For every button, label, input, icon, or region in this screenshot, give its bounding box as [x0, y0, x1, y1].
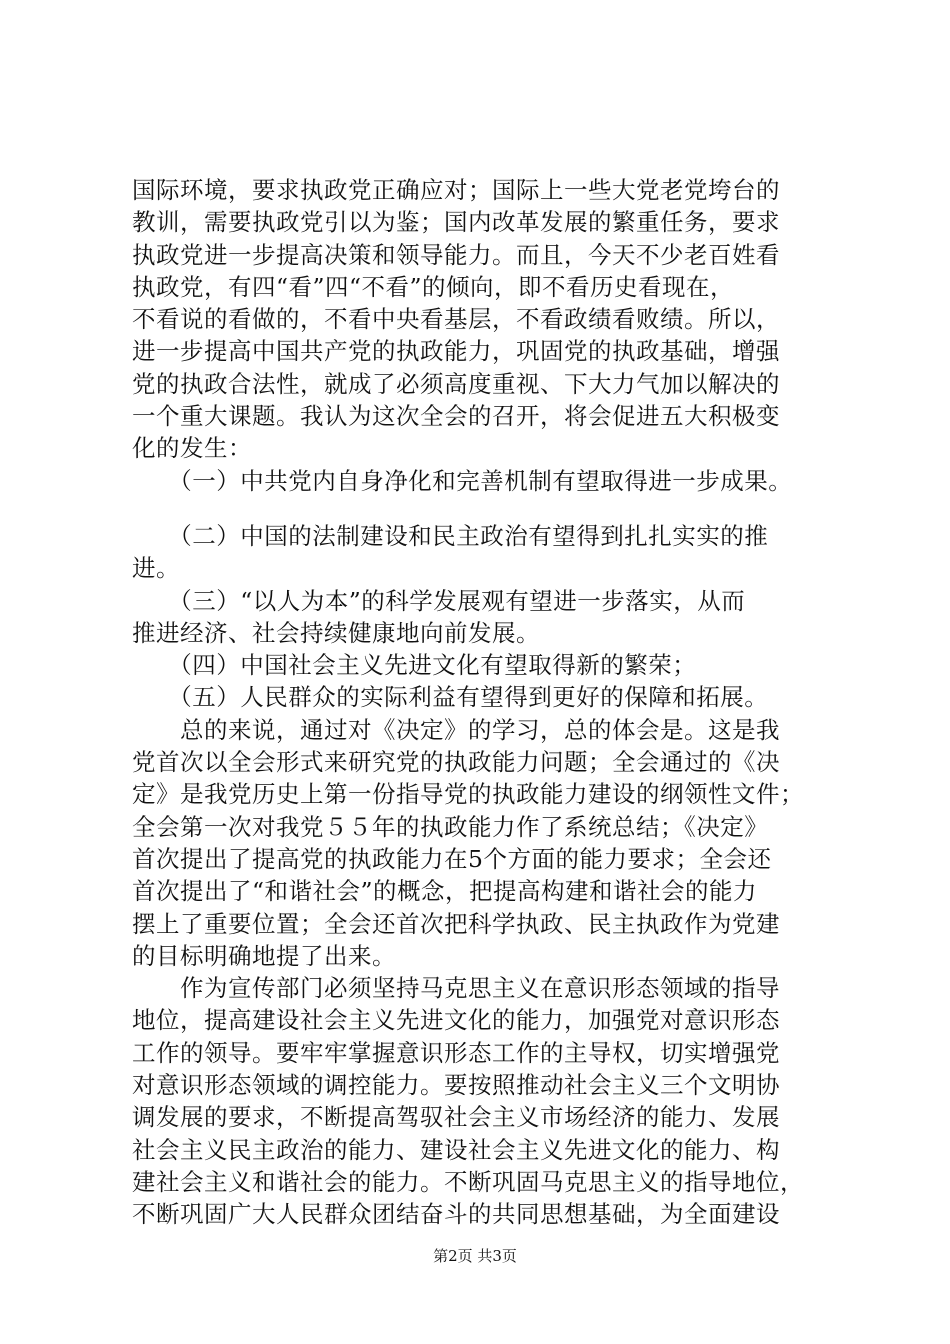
list-item-4: （四）中国社会主义先进文化有望取得新的繁荣；: [132, 651, 697, 680]
text-line: 调发展的要求，不断提高驾驭社会主义市场经济的能力、发展: [132, 1103, 780, 1132]
text-line: 国际环境，要求执政党正确应对；国际上一些大党老党垮台的: [132, 176, 780, 204]
paragraph-gap: [132, 497, 852, 520]
text-line: 全会第一次对我党５５年的执政能力作了系统总结；《决定》: [132, 812, 769, 841]
text-line: 不看说的看做的，不看中央看基层，不看政绩看败绩。所以，: [132, 305, 780, 334]
text-line: 进。: [132, 554, 180, 583]
text-line: 执政党进一步提高决策和领导能力。而且，今天不少老百姓看: [132, 240, 780, 269]
text-line: 地位，提高建设社会主义先进文化的能力，加强党对意识形态: [132, 1006, 780, 1035]
list-item-1: （一）中共党内自身净化和完善机制有望取得进一步成果。: [132, 466, 793, 495]
text-line: 推进经济、社会持续健康地向前发展。: [132, 618, 540, 647]
text-line: 建社会主义和谐社会的能力。不断巩固马克思主义的指导地位，: [132, 1167, 804, 1196]
text-line: 执政党，有四“看”四“不看”的倾向，即不看历史看现在，: [132, 272, 735, 301]
list-item-5: （五）人民群众的实际利益有望得到更好的保障和拓展。: [132, 683, 769, 712]
text-line: 一个重大课题。我认为这次全会的召开，将会促进五大积极变: [132, 402, 780, 431]
paragraph-start: 作为宣传部门必须坚持马克思主义在意识形态领域的指导: [132, 974, 780, 1003]
text-line: 摆上了重要位置；全会还首次把科学执政、民主执政作为党建: [132, 909, 780, 938]
text-line: 定》是我党历史上第一份指导党的执政能力建设的纲领性文件；: [132, 780, 804, 809]
paragraph-start: 总的来说，通过对《决定》的学习，总的体会是。这是我: [132, 715, 780, 744]
text-line: 不断巩固广大人民群众团结奋斗的共同思想基础，为全面建设: [132, 1200, 780, 1229]
text-line: 首次提出了“和谐社会”的概念，把提高构建和谐社会的能力: [132, 877, 758, 906]
list-item-3: （三）“以人为本”的科学发展观有望进一步落实，从而: [132, 586, 746, 615]
text-line: 进一步提高中国共产党的执政能力，巩固党的执政基础，增强: [132, 337, 780, 366]
list-item-2: （二）中国的法制建设和民主政治有望得到扎扎实实的推: [132, 521, 769, 550]
text-line: 化的发生：: [132, 434, 252, 463]
text-line: 党的执政合法性，就成了必须高度重视、下大力气加以解决的: [132, 369, 780, 398]
text-line: 对意识形态领域的调控能力。要按照推动社会主义三个文明协: [132, 1071, 780, 1100]
text-line: 党首次以全会形式来研究党的执政能力问题；全会通过的《决: [132, 748, 780, 777]
text-line: 工作的领导。要牢牢掌握意识形态工作的主导权，切实增强党: [132, 1038, 780, 1067]
text-line: 首次提出了提高党的执政能力在5个方面的能力要求；全会还: [132, 844, 772, 873]
document-body: [132, 174, 852, 1231]
text-line: 社会主义民主政治的能力、建设社会主义先进文化的能力、构: [132, 1135, 780, 1164]
text-line: 的目标明确地提了出来。: [132, 941, 396, 970]
text-line: 教训，需要执政党引以为鉴；国内改革发展的繁重任务，要求: [132, 208, 780, 237]
page-footer: 第2页 共3页: [433, 1247, 517, 1265]
